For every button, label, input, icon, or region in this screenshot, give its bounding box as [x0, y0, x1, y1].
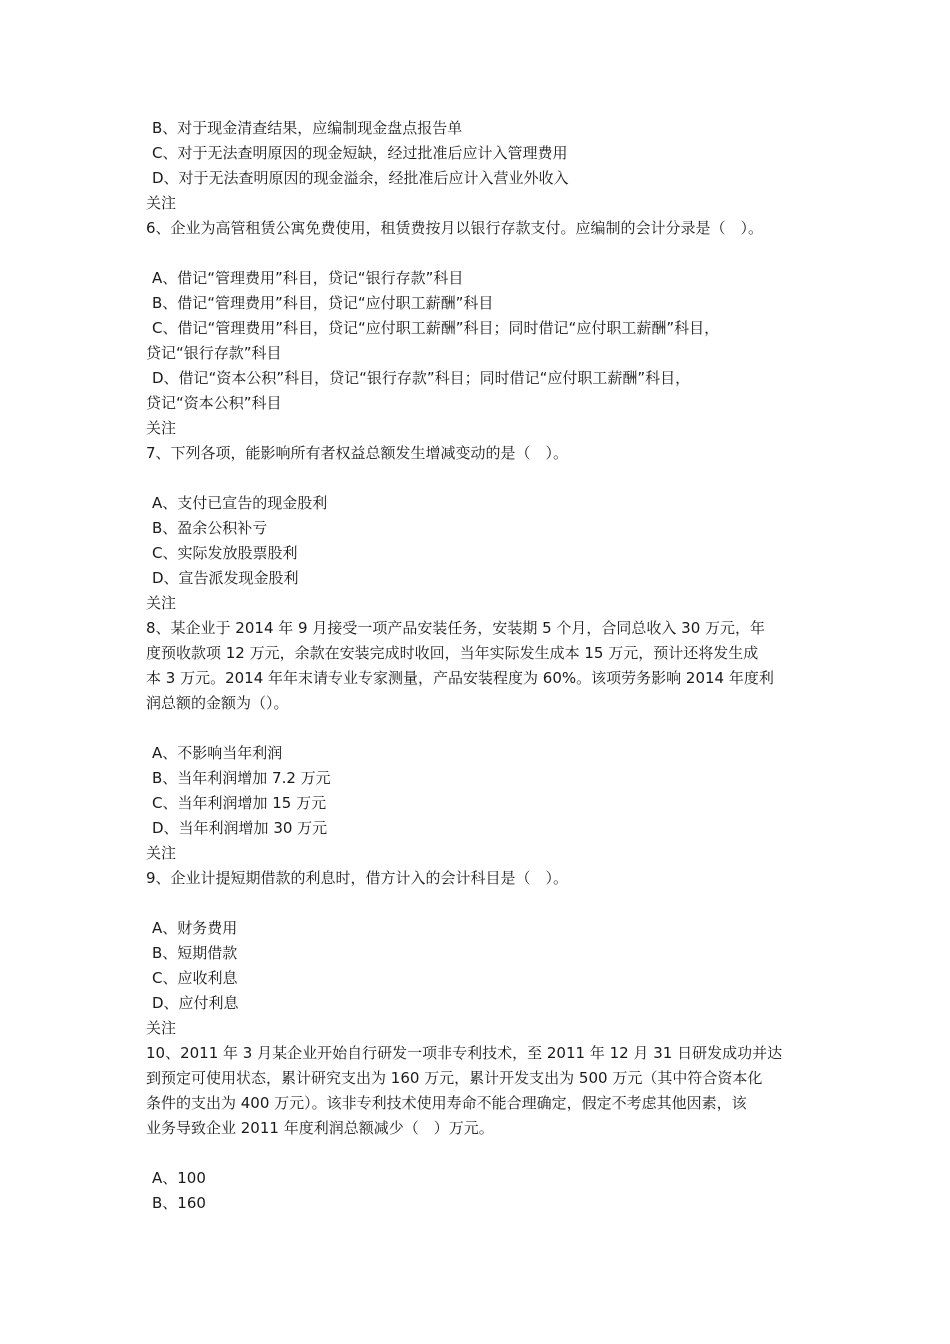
- q8-option-d[interactable]: D、当年利润增加 30 万元: [152, 819, 328, 837]
- q8-option-a[interactable]: A、不影响当年利润: [152, 744, 283, 762]
- q9-option-d[interactable]: D、应付利息: [152, 994, 239, 1012]
- q8-stem-line: 度预收款项 12 万元，余款在安装完成时收回，当年实际发生成本 15 万元，预计还将发生成: [146, 644, 759, 662]
- q7-follow-link[interactable]: 关注: [146, 594, 177, 612]
- q7-option-d[interactable]: D、宣告派发现金股利: [152, 569, 299, 587]
- q5-option-d[interactable]: D、对于无法查明原因的现金溢余，经批准后应计入营业外收入: [152, 169, 569, 187]
- q10-stem-line: 条件的支出为 400 万元）。该非专利技术使用寿命不能合理确定，假定不考虑其他因素，该: [146, 1094, 747, 1112]
- q6-stem: 6、企业为高管租赁公寓免费使用，租赁费按月以银行存款支付。应编制的会计分录是（ ）。: [146, 219, 764, 237]
- q8-option-b[interactable]: B、当年利润增加 7.2 万元: [152, 769, 331, 787]
- q8-stem: [146, 616, 808, 716]
- q8-follow-link[interactable]: 关注: [146, 844, 177, 862]
- q10-option-a[interactable]: A、100: [152, 1169, 206, 1187]
- q6-option-d-line2: 贷记“资本公积”科目: [146, 394, 282, 412]
- q9-stem: 9、企业计提短期借款的利息时，借方计入的会计科目是（ ）。: [146, 869, 569, 887]
- spacer: [146, 1141, 808, 1166]
- spacer: [146, 466, 808, 491]
- q6-option-d-line1: D、借记“资本公积”科目，贷记“银行存款”科目；同时借记“应付职工薪酬”科目，: [152, 369, 691, 387]
- q6-follow-link[interactable]: 关注: [146, 419, 177, 437]
- q8-option-c[interactable]: C、当年利润增加 15 万元: [152, 794, 327, 812]
- q9-follow-link[interactable]: 关注: [146, 1019, 177, 1037]
- q10-stem: [146, 1041, 808, 1141]
- q5-option-b[interactable]: B、对于现金清查结果，应编制现金盘点报告单: [152, 119, 463, 137]
- q6-option-b[interactable]: B、借记“管理费用”科目，贷记“应付职工薪酬”科目: [152, 294, 494, 312]
- q6-option-c-line2: 贷记“银行存款”科目: [146, 344, 282, 362]
- q5-option-c[interactable]: C、对于无法查明原因的现金短缺，经过批准后应计入管理费用: [152, 144, 568, 162]
- q8-stem-line: 8、某企业于 2014 年 9 月接受一项产品安装任务，安装期 5 个月，合同总收入 30 万元，年: [146, 619, 766, 637]
- spacer: [146, 716, 808, 741]
- q6-option-d[interactable]: [146, 366, 808, 416]
- spacer: [146, 891, 808, 916]
- q6-option-c-line1: C、借记“管理费用”科目，贷记“应付职工薪酬”科目；同时借记“应付职工薪酬”科目，: [152, 319, 720, 337]
- q7-stem: 7、下列各项，能影响所有者权益总额发生增减变动的是（ ）。: [146, 444, 569, 462]
- spacer: [146, 241, 808, 266]
- q8-stem-line: 润总额的金额为（）。: [146, 694, 289, 712]
- q10-stem-line: 业务导致企业 2011 年度利润总额减少（ ）万元。: [146, 1119, 494, 1137]
- q7-option-c[interactable]: C、实际发放股票股利: [152, 544, 298, 562]
- question-list: [146, 116, 808, 1216]
- q10-stem-line: 10、2011 年 3 月某企业开始自行研发一项非专利技术，至 2011 年 12 月 31 日研发成功并达: [146, 1044, 783, 1062]
- q7-option-b[interactable]: B、盈余公积补亏: [152, 519, 268, 537]
- q7-option-a[interactable]: A、支付已宣告的现金股利: [152, 494, 328, 512]
- q6-option-a[interactable]: A、借记“管理费用”科目，贷记“银行存款”科目: [152, 269, 464, 287]
- q9-option-b[interactable]: B、短期借款: [152, 944, 238, 962]
- q9-option-a[interactable]: A、财务费用: [152, 919, 238, 937]
- q8-stem-line: 本 3 万元。2014 年年末请专业专家测量，产品安装程度为 60%。该项劳务影响 2014 年度利: [146, 669, 774, 687]
- q10-option-b[interactable]: B、160: [152, 1194, 206, 1212]
- q5-follow-link[interactable]: 关注: [146, 194, 177, 212]
- q9-option-c[interactable]: C、应收利息: [152, 969, 238, 987]
- q6-option-c[interactable]: [146, 316, 808, 366]
- q10-stem-line: 到预定可使用状态，累计研究支出为 160 万元，累计开发支出为 500 万元（其中符合资本化: [146, 1069, 763, 1087]
